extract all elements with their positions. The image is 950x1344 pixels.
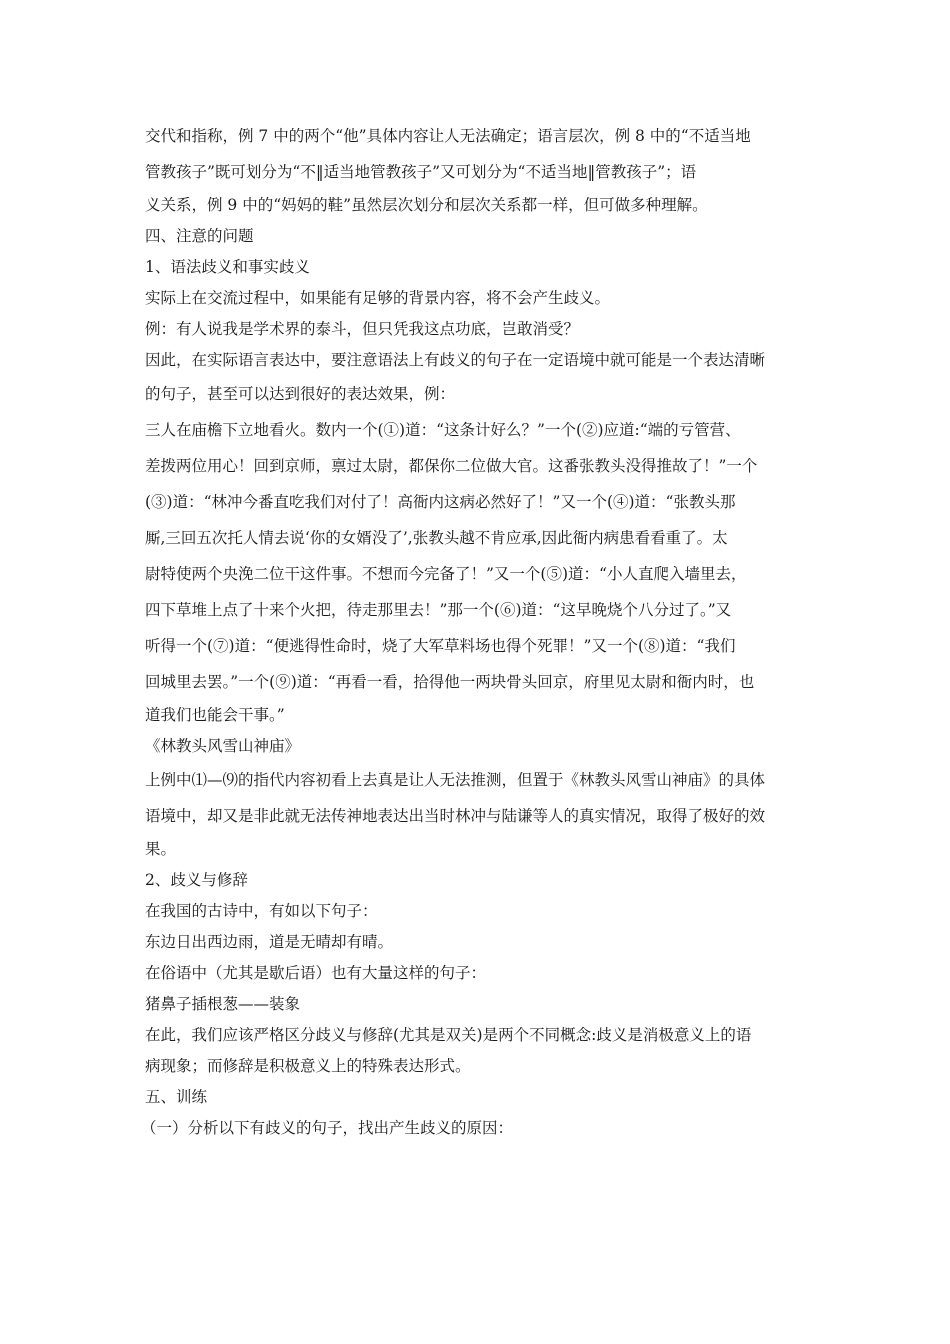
paragraph-line: 交代和指称，例 7 中的两个“他”具体内容让人无法确定；语言层次，例 8 中的“不适当地: [145, 127, 751, 145]
example-line: 例：有人说我是学术界的泰斗，但只凭我这点功底，岂敢消受？: [145, 320, 580, 338]
paragraph-line: 在俗语中（尤其是歇后语）也有大量这样的句子：: [145, 964, 487, 982]
example-line: 东边日出西边雨，道是无晴却有晴。: [145, 933, 394, 951]
paragraph-line: 语境中，却又是非此就无法传神地表达出当时林冲与陆谦等人的真实情况，取得了极好的效: [145, 807, 766, 825]
paragraph-line: 的句子，甚至可以达到很好的表达效果，例：: [145, 385, 456, 403]
quote-line: (③)道：“林冲今番直吃我们对付了！高衙内这病必然好了！”又一个(④)道：“张教头那: [145, 493, 736, 511]
subsection-heading: 1、语法歧义和事实歧义: [145, 258, 310, 276]
section-heading: 五、训练: [145, 1088, 208, 1106]
paragraph-line: 因此，在实际语言表达中，要注意语法上有歧义的句子在一定语境中就可能是一个表达清晰: [145, 351, 766, 369]
quote-line: 四下草堆上点了十来个火把，待走那里去！”那一个(⑥)道：“这早晚烧个八分过了。”又: [145, 601, 732, 619]
paragraph-line: 果。: [145, 840, 177, 858]
quote-source: 《林教头风雪山神庙》: [145, 737, 301, 755]
quote-line: 差拨两位用心！回到京师，禀过太尉，都保你二位做大官。这番张教头没得推故了！”一个: [145, 457, 758, 475]
exercise-heading: （一）分析以下有歧义的句子，找出产生歧义的原因：: [141, 1119, 514, 1137]
paragraph-line: 管教孩子”既可划分为“不‖适当地管教孩子”又可划分为“不适当地‖管教孩子”；语: [145, 163, 697, 181]
paragraph-line: 在此，我们应该严格区分歧义与修辞(尤其是双关)是两个不同概念:歧义是消极意义上的语: [145, 1026, 752, 1044]
paragraph-line: 义关系，例 9 中的“妈妈的鞋”虽然层次划分和层次关系都一样，但可做多种理解。: [145, 196, 708, 214]
quote-line: 三人在庙檐下立地看火。数内一个(①)道：“这条计好么？”一个(②)应道:“端的亏管营、: [145, 421, 741, 439]
quote-line: 厮,三回五次托人情去说‘你的女婿没了’,张教头越不肯应承,因此衙内病患看看重了。太: [145, 529, 728, 547]
section-heading: 四、注意的问题: [145, 227, 254, 245]
quote-line: 回城里去罢。”一个(⑨)道：“再看一看，拾得他一两块骨头回京，府里见太尉和衙内时，也: [145, 673, 755, 691]
paragraph-line: 病现象；而修辞是积极意义上的特殊表达形式。: [145, 1057, 471, 1075]
paragraph-line: 实际上在交流过程中，如果能有足够的背景内容，将不会产生歧义。: [145, 289, 611, 307]
document-body: [141, 118, 810, 1144]
quote-line: 尉特使两个央浼二位干这件事。不想而今完备了！”又一个(⑤)道：“小人直爬入墙里去，: [145, 565, 747, 583]
quote-line: 听得一个(⑦)道：“便逃得性命时，烧了大军草料场也得个死罪！”又一个(⑧)道：“我们: [145, 637, 736, 655]
quote-line: 道我们也能会干事。”: [145, 706, 285, 724]
subsection-heading: 2、歧义与修辞: [145, 871, 248, 889]
example-line: 猪鼻子插根葱——装象: [145, 995, 301, 1013]
paragraph-line: 在我国的古诗中，有如以下句子：: [145, 902, 378, 920]
paragraph-line: 上例中⑴—⑼的指代内容初看上去真是让人无法推测，但置于《林教头风雪山神庙》的具体: [145, 771, 766, 789]
